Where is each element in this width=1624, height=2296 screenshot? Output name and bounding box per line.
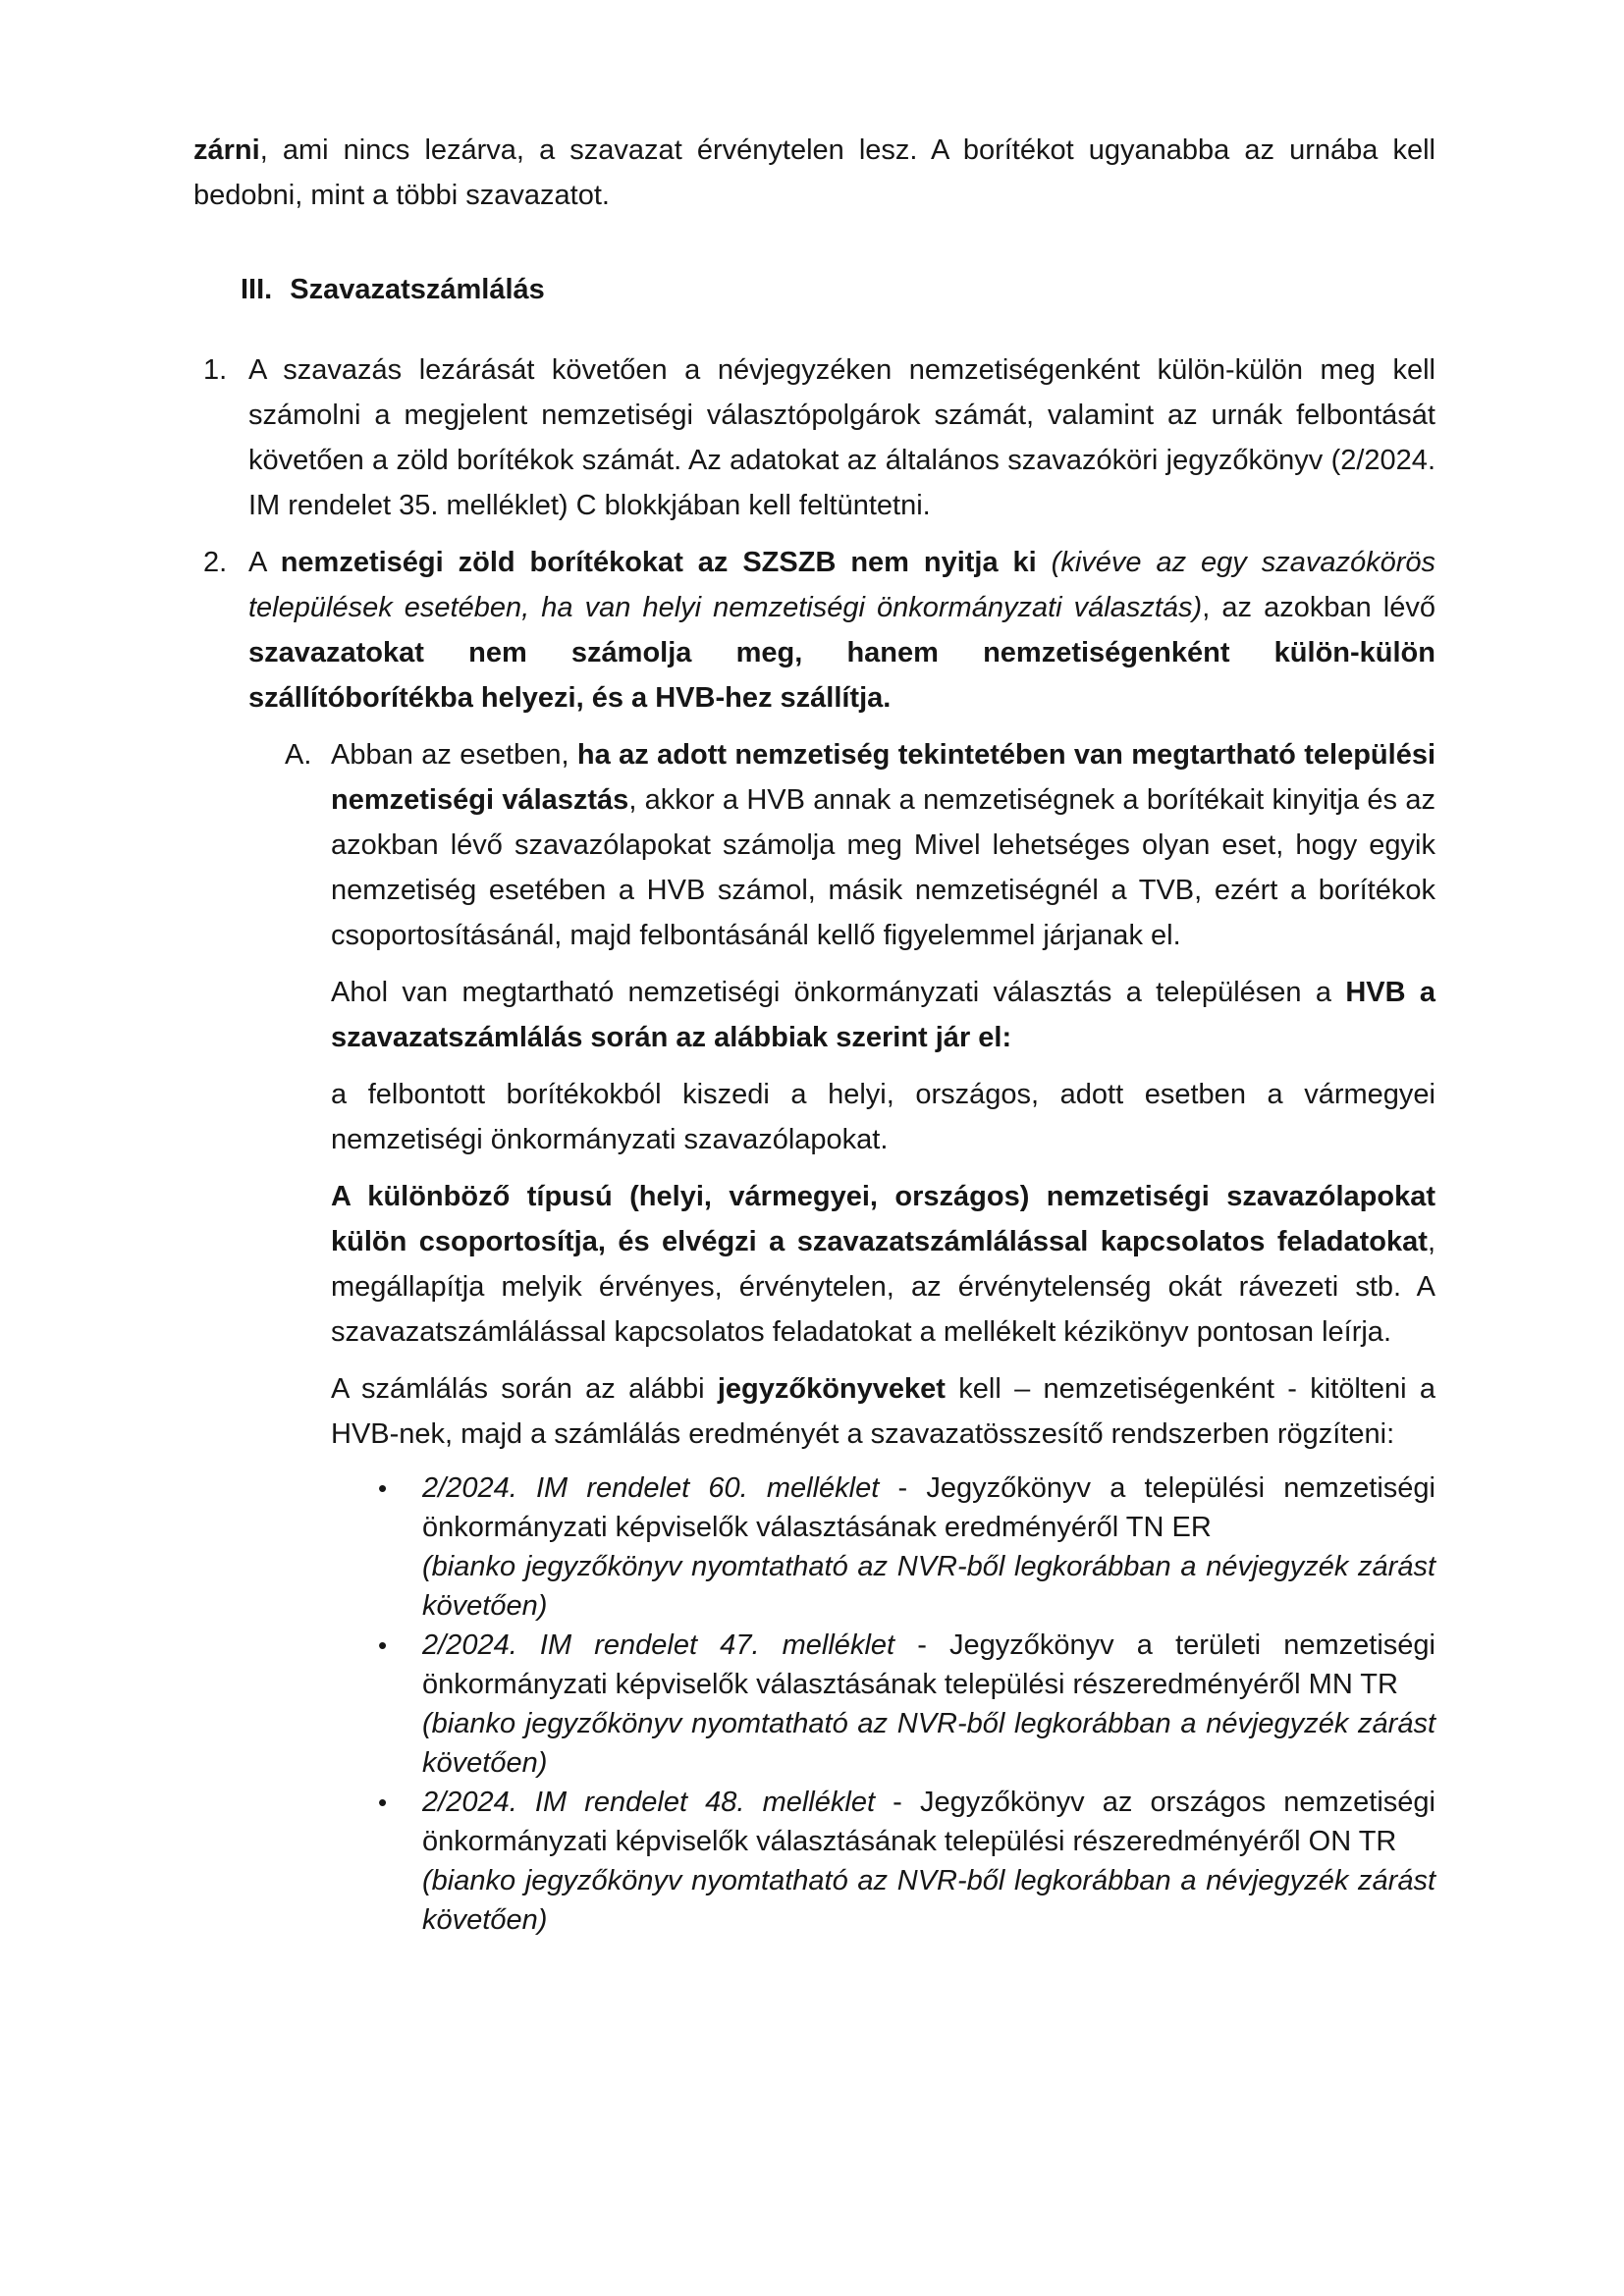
run-bold: jegyzőkönyveket (717, 1373, 946, 1405)
section-heading (241, 267, 1435, 312)
lettered-item-a-text (331, 732, 1435, 958)
run: , az azokban lévő (1202, 592, 1435, 623)
paragraph-ballot-extraction (331, 1072, 1435, 1162)
bullet-item-3-text (422, 1783, 1435, 1940)
numbered-item-2-marker: 2. (203, 547, 228, 578)
numbered-item-2 (193, 540, 1435, 721)
run-bold: nemzetiségi zöld borítékokat az SZSZB nem nyitja ki (280, 547, 1052, 578)
section-heading-number: III. (241, 274, 273, 305)
run: a felbontott borítékokból kiszedi a helyi, országos, adott esetben a vármegyei nemzetiségi önkormányzati szavazólapokat. (331, 1079, 1435, 1155)
bullet-item-3 (378, 1783, 1435, 1940)
bullet-icon: • (378, 1630, 388, 1660)
run-italic: (bianko jegyzőkönyv nyomtatható az NVR-ből legkorábban a névjegyzék zárást követően) (422, 1551, 1435, 1622)
run-bold: A különböző típusú (helyi, vármegyei, országos) nemzetiségi szavazólapokat külön csoportosítja, és elvégzi a szavazatszámlálással kapcsolatos feladatokat (331, 1181, 1435, 1257)
run-italic: (kivéve az egy szavazókörös települések esetében, ha van helyi nemzetiségi önkormányzati választás) (248, 547, 1436, 623)
section-heading-title: Szavazatszámlálás (290, 274, 545, 305)
run-italic: 2/2024. IM rendelet 60. melléklet (422, 1472, 880, 1504)
run-italic: 2/2024. IM rendelet 48. melléklet (422, 1787, 876, 1818)
intro-run-bold: zárni (193, 134, 260, 166)
intro-paragraph (193, 128, 1435, 218)
bullet-item-2-text (422, 1626, 1435, 1783)
paragraph-minutes-intro (331, 1366, 1435, 1457)
numbered-item-1-text (248, 347, 1435, 528)
run: Jegyzőkönyv a települési nemzetiségi önkormányzati képviselők választásának eredményéről TN ER (422, 1472, 1435, 1543)
run-italic: 2/2024. IM rendelet 47. melléklet (422, 1629, 895, 1661)
paragraph-hvb-procedure (331, 970, 1435, 1060)
run: Jegyzőkönyv a területi nemzetiségi önkormányzati képviselők választásának települési részeredményéről MN TR (422, 1629, 1435, 1700)
numbered-item-1 (193, 347, 1435, 528)
bullet-list (378, 1468, 1435, 1940)
run: - (894, 1629, 950, 1661)
run-italic: (bianko jegyzőkönyv nyomtatható az NVR-ből legkorábban a névjegyzék zárást követően) (422, 1865, 1435, 1936)
run: A számlálás során az alábbi (331, 1373, 718, 1405)
bullet-item-2 (378, 1626, 1435, 1783)
run: , akkor a HVB annak a nemzetiségnek a borítékait kinyitja és az azokban lévő szavazólapokat számolja meg Mivel lehetséges olyan eset, hogy egyik nemzetiség esetében a HVB számol, másik nemzetiségnél a TVB, ezért a borítékok csoportosításánál, majd felbontásánál kellő figyelemmel járjanak el. (331, 784, 1436, 951)
run-bold: ha az adott nemzetiség tekintetében van megtartható települési nemzetiségi választás (331, 739, 1436, 816)
run-bold: szavazatokat nem számolja meg, hanem nemzetiségenként külön-külön szállítóborítékba helyezi, és a HVB-hez szállítja. (248, 637, 1435, 714)
run: Ahol van megtartható nemzetiségi önkormányzati választás a településen a (331, 977, 1346, 1008)
run: - (879, 1472, 927, 1504)
paragraph-ballot-grouping (331, 1174, 1435, 1355)
numbered-item-1-marker: 1. (203, 354, 228, 386)
bullet-item-1-text (422, 1468, 1435, 1626)
lettered-item-a-marker: A. (285, 739, 312, 771)
bullet-item-1 (378, 1468, 1435, 1626)
run: - (875, 1787, 920, 1818)
bullet-icon: • (378, 1473, 388, 1503)
run: , megállapítja melyik érvényes, érvénytelen, az érvénytelenség okát rávezeti stb. A szavazatszámlálással kapcsolatos feladatokat a mellékelt kézikönyv pontosan leírja. (331, 1226, 1435, 1348)
intro-run: , ami nincs lezárva, a szavazat érvénytelen lesz. A borítékot ugyanabba az urnába kell bedobni, mint a többi szavazatot. (193, 134, 1435, 211)
bullet-icon: • (378, 1788, 388, 1817)
run-italic: (bianko jegyzőkönyv nyomtatható az NVR-ből legkorábban a névjegyzék zárást követően) (422, 1708, 1435, 1779)
numbered-item-2-text (248, 540, 1435, 721)
run: Abban az esetben, (331, 739, 577, 771)
run: Jegyzőkönyv az országos nemzetiségi önkormányzati képviselők választásának települési részeredményéről ON TR (422, 1787, 1435, 1857)
run: A (248, 547, 281, 578)
run: A szavazás lezárását követően a névjegyzéken nemzetiségenként külön-külön meg kell számolni a megjelent nemzetiségi választópolgárok számát, valamint az urnák felbontását követően a zöld borítékok számát. Az adatokat az általános szavazóköri jegyzőkönyv (2/2024. IM rendelet 35. melléklet) C blokkjában kell feltüntetni. (248, 354, 1435, 521)
lettered-item-a (193, 732, 1435, 958)
run-bold: HVB a szavazatszámlálás során az alábbiak szerint jár el: (331, 977, 1435, 1053)
run: kell – nemzetiségenként - kitölteni a HVB-nek, majd a számlálás eredményét a szavazatösszesítő rendszerben rögzíteni: (331, 1373, 1435, 1450)
